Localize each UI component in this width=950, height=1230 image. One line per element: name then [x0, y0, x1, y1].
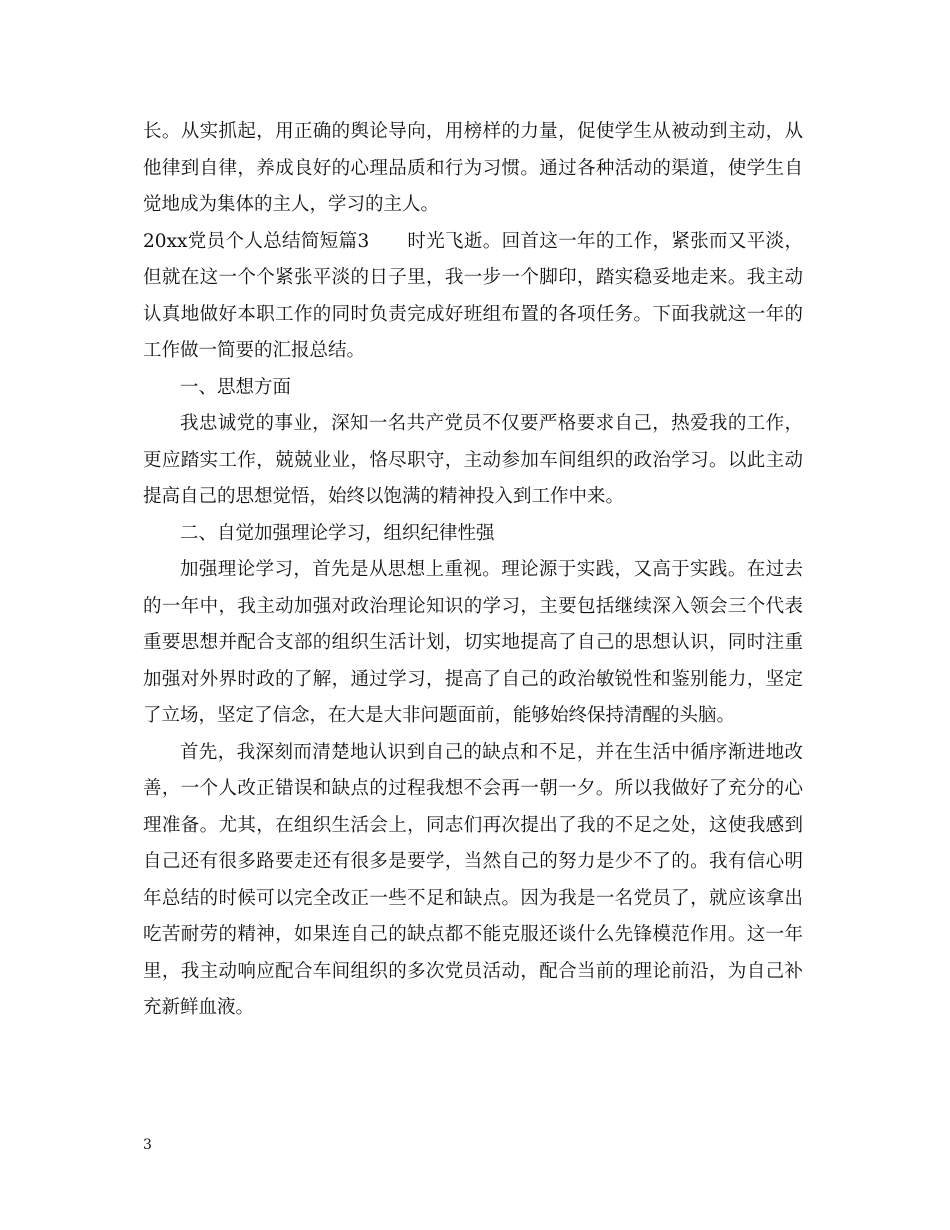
text-line: 他律到自律，养成良好的心理品质和行为习惯。通过各种活动的渠道，使学生自	[143, 157, 803, 179]
text-line: 加强对外界时政的了解，通过学习，提高了自己的政治敏锐性和鉴别能力，坚定	[143, 668, 803, 690]
text-line: 认真地做好本职工作的同时负责完成好班组布置的各项任务。下面我就这一年的	[143, 303, 803, 325]
subheading-theory: 二、自觉加强理论学习，组织纪律性强	[180, 522, 495, 544]
page-number: 3	[143, 1137, 152, 1153]
text-line: 里，我主动响应配合车间组织的多次党员活动，配合当前的理论前沿，为自己补	[143, 960, 803, 982]
section-heading-line: 20xx党员个人总结简短篇3 时光飞逝。回首这一年的工作，紧张而又平淡，	[143, 230, 803, 252]
text-line: 重要思想并配合支部的组织生活计划，切实地提高了自己的思想认识，同时注重	[143, 632, 803, 653]
text-line: 了立场，坚定了信念，在大是大非问题面前，能够始终保持清醒的头脑。	[143, 705, 736, 726]
text-line: 长。从实抓起，用正确的舆论导向，用榜样的力量，促使学生从被动到主动，从	[143, 121, 803, 142]
text-line: 我忠诚党的事业，深知一名共产党员不仅要严格要求自己，热爱我的工作，	[180, 413, 803, 434]
text-line: 但就在这一个个紧张平淡的日子里，我一步一个脚印，踏实稳妥地走来。我主动	[143, 267, 803, 288]
text-line: 工作做一简要的汇报总结。	[143, 340, 366, 361]
text-line: 自己还有很多路要走还有很多是要学，当然自己的努力是少不了的。我有信心明	[143, 851, 803, 872]
text-line: 觉地成为集体的主人，学习的主人。	[143, 194, 440, 215]
subheading-thought: 一、思想方面	[180, 376, 292, 398]
text-line: 加强理论学习，首先是从思想上重视。理论源于实践，又高于实践。在过去	[180, 559, 803, 580]
document-body	[143, 114, 803, 1027]
text-line: 年总结的时候可以完全改正一些不足和缺点。因为我是一名党员了，就应该拿出	[143, 887, 803, 909]
text-line: 的一年中，我主动加强对政治理论知识的学习，主要包括继续深入领会三个代表	[143, 595, 803, 617]
text-line: 更应踏实工作，兢兢业业，恪尽职守，主动参加车间组织的政治学习。以此主动	[143, 449, 803, 471]
text-line: 充新鲜血液。	[143, 997, 255, 1018]
text-line: 首先，我深刻而清楚地认识到自己的缺点和不足，并在生活中循序渐进地改	[180, 741, 803, 763]
text-line: 善，一个人改正错误和缺点的过程我想不会再一朝一夕。所以我做好了充分的心	[143, 778, 803, 799]
text-line: 理准备。尤其，在组织生活会上，同志们再次提出了我的不足之处，这使我感到	[143, 814, 803, 836]
text-line: 吃苦耐劳的精神，如果连自己的缺点都不能克服还谈什么先锋模范作用。这一年	[143, 924, 803, 945]
text-line: 提高自己的思想觉悟，始终以饱满的精神投入到工作中来。	[143, 486, 625, 507]
